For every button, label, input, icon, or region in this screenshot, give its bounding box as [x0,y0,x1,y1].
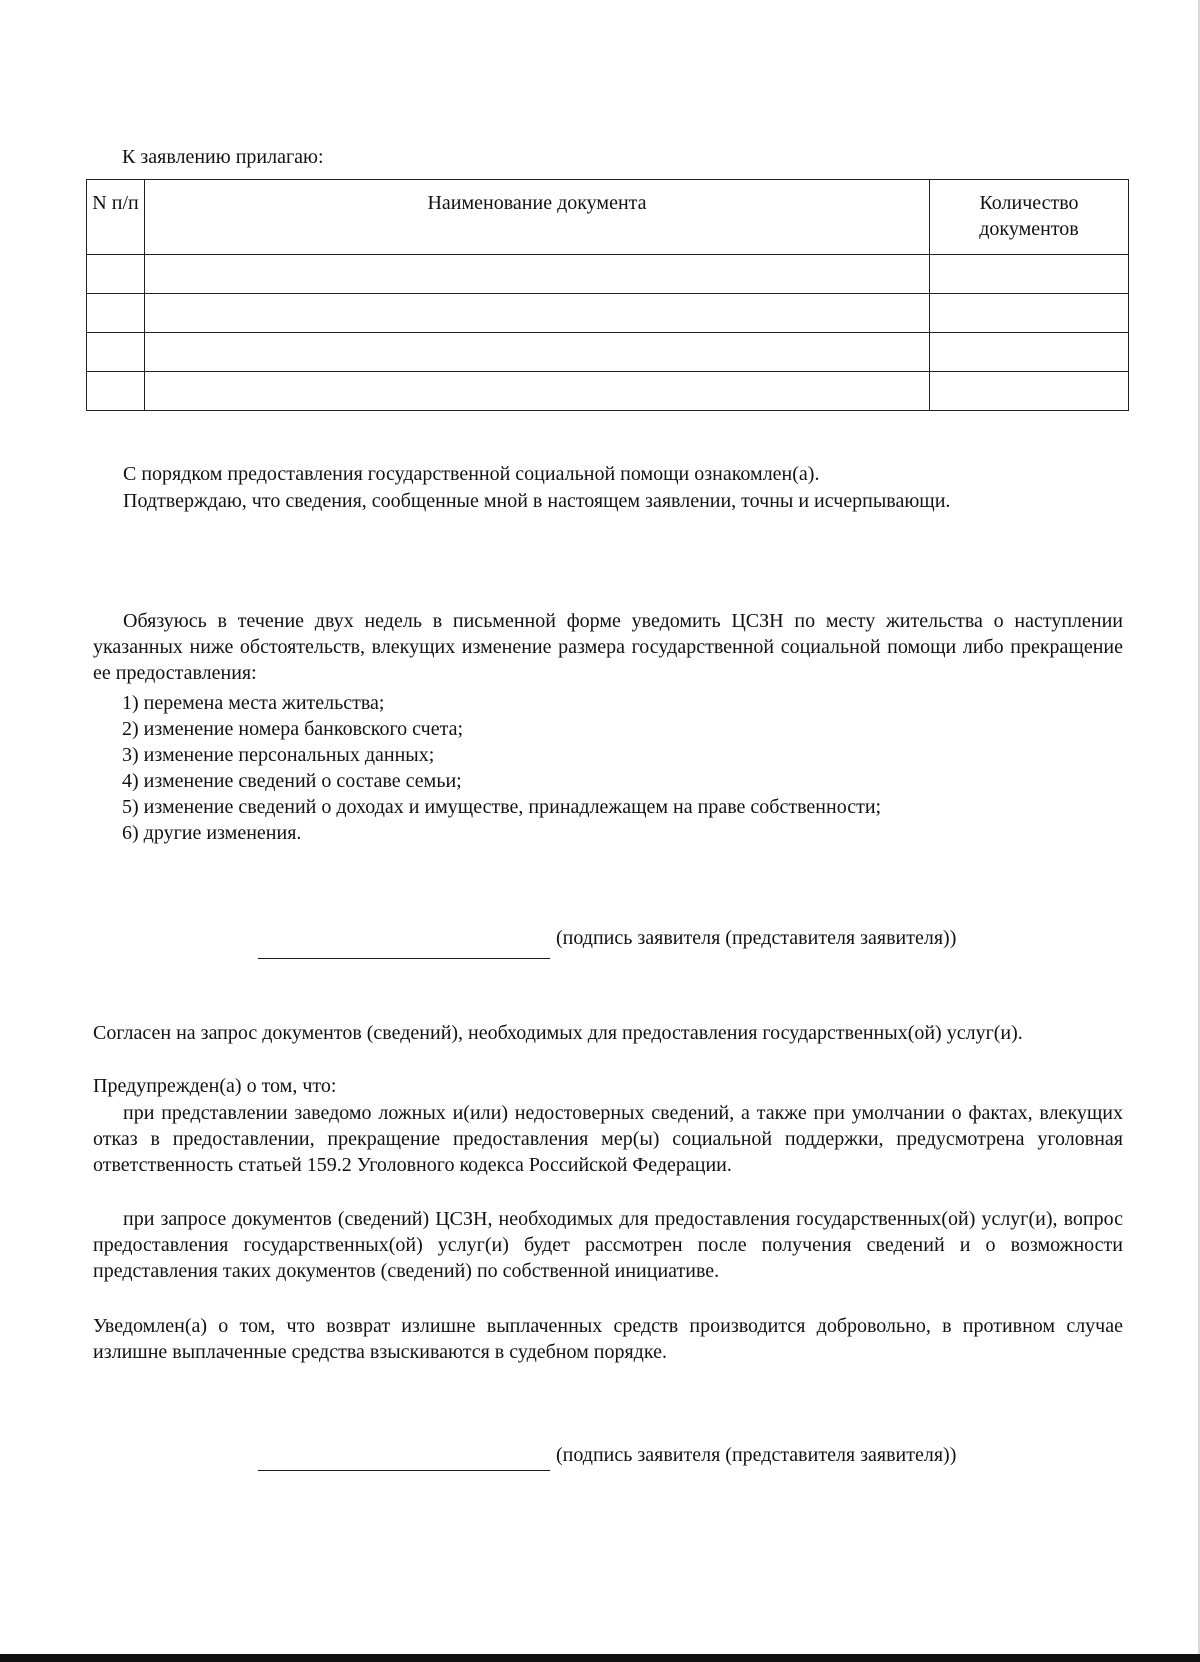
list-item: 2) изменение номера банковского счета; [122,718,464,740]
warned-statement: Предупрежден(а) о том, что: [93,1075,337,1097]
cell-document-count[interactable] [930,294,1129,333]
liability-statement: при представлении заведомо ложных и(или) недостоверных сведений, а также при умолчании о фактах, влекущих отказ в предоставлении, прекращение предоставления мер(ы) социальной поддержки, предусмотрена уголовная ответственность статьей 159.2 Уголовного кодекса Российской Федерации. [93,1102,1123,1176]
cell-document-count[interactable] [930,333,1129,372]
header-document-name: Наименование документа [145,180,930,255]
table-row [87,294,1129,333]
header-number: N п/п [87,180,145,255]
request-statement: при запросе документов (сведений) ЦСЗН, необходимых для предоставления государственных(ой) услуг(и), вопрос предоставления государственных(ой) услуг(и) будет рассмотрен после получения сведений и о возможности представления таких документов (сведений) по собственной инициативе. [93,1208,1123,1282]
header-document-count: Количество документов [930,180,1129,255]
table-header-row [87,180,1129,255]
familiar-statement: С порядком предоставления государственной социальной помощи ознакомлен(а). [123,463,820,485]
cell-document-name[interactable] [145,255,930,294]
signature-line-2[interactable] [258,1470,550,1471]
cell-document-count[interactable] [930,255,1129,294]
cell-document-name[interactable] [145,372,930,411]
signature-caption-2: (подпись заявителя (представителя заявителя)) [556,1444,957,1466]
cell-number[interactable] [87,255,145,294]
list-item: 3) изменение персональных данных; [122,744,435,766]
cell-document-name[interactable] [145,333,930,372]
signature-caption-1: (подпись заявителя (представителя заявителя)) [556,927,957,949]
table-row [87,372,1129,411]
list-item: 1) перемена места жительства; [122,692,385,714]
list-item: 6) другие изменения. [122,822,302,844]
obligation-statement: Обязуюсь в течение двух недель в письменной форме уведомить ЦСЗН по месту жительства о наступлении указанных ниже обстоятельств, влекущих изменение размера государственной социальной помощи либо прекращение ее предоставления: [93,610,1123,684]
consent-statement: Согласен на запрос документов (сведений), необходимых для предоставления государственных(ой) услуг(и). [93,1022,1023,1044]
list-item: 4) изменение сведений о составе семьи; [122,770,462,792]
refund-statement: Уведомлен(а) о том, что возврат излишне выплаченных средств производится добровольно, в противном случае излишне выплаченные средства взыскиваются в судебном порядке. [93,1315,1123,1363]
list-item: 5) изменение сведений о доходах и имуществе, принадлежащем на праве собственности; [122,796,882,818]
cell-number[interactable] [87,333,145,372]
cell-number[interactable] [87,372,145,411]
cell-number[interactable] [87,294,145,333]
page-bottom-border [0,1654,1200,1662]
cell-document-name[interactable] [145,294,930,333]
confirm-statement: Подтверждаю, что сведения, сообщенные мной в настоящем заявлении, точны и исчерпывающи. [123,490,951,512]
signature-line-1[interactable] [258,958,550,959]
attachments-intro: К заявлению прилагаю: [122,146,324,168]
table-row [87,333,1129,372]
table-row [87,255,1129,294]
obligation-list [122,690,881,846]
cell-document-count[interactable] [930,372,1129,411]
attachments-table [86,179,1129,411]
